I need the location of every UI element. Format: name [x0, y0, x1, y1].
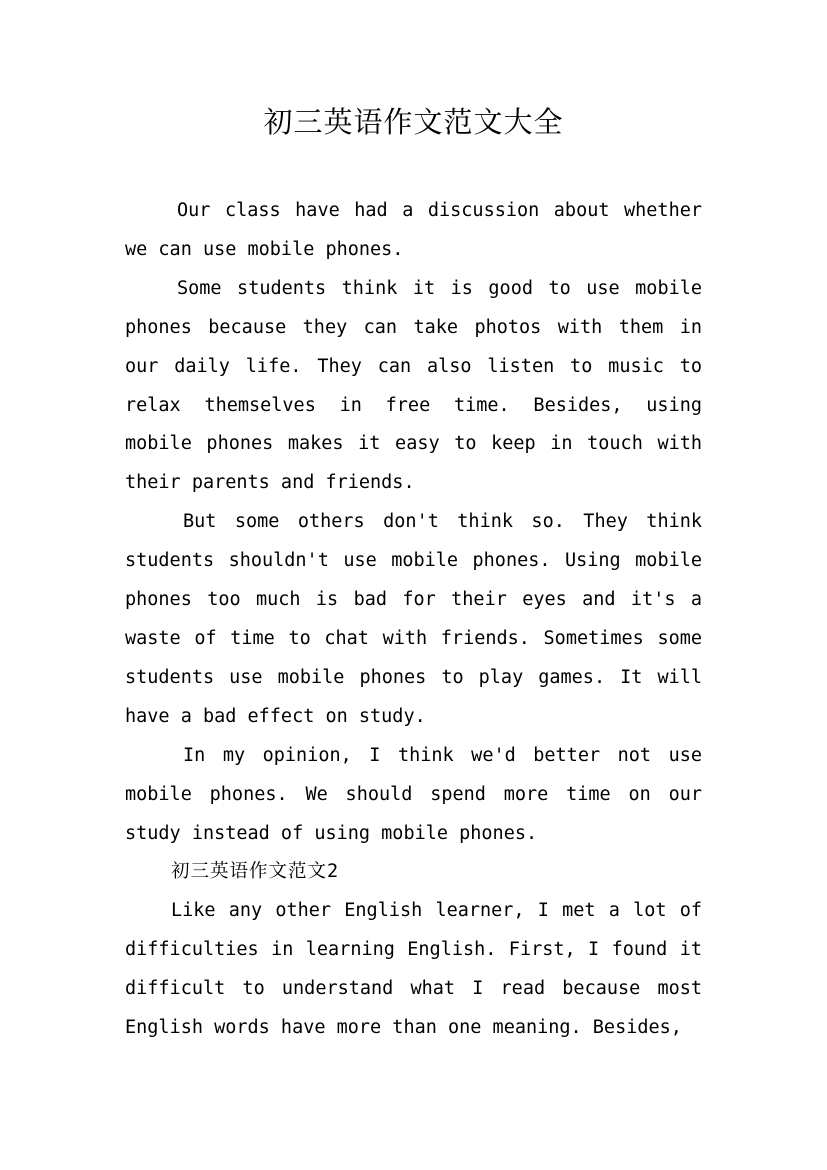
paragraph-1: Our class have had a discussion about whether we can use mobile phones.: [125, 200, 702, 260]
section-2-heading: 初三英语作文范文2: [171, 861, 340, 883]
paragraph-3: But some others don't think so. They think students shouldn't use mobile phones. Using mobile phones too much is bad for their eyes and it's a waste of time to chat with friends. Sometimes some students use mobile phones to play games. It will have a bad effect on study.: [125, 511, 702, 727]
paragraph-4: In my opinion, I think we'd better not use mobile phones. We should spend more time on our study instead of using mobile phones.: [125, 744, 702, 844]
paragraph-2: Some students think it is good to use mobile phones because they can take photos with them in our daily life. They can also listen to music to relax themselves in free time. Besides, using mobile phones makes it easy to keep in touch with their parents and friends.: [125, 277, 702, 494]
document-title: 初三英语作文范文大全: [263, 105, 564, 139]
document-body: [125, 192, 702, 1048]
section-2-paragraph: Like any other English learner, I met a lot of difficulties in learning English. First, I found it difficult to understand what I read because most English words have more than one meaning. Besides,: [125, 900, 702, 1039]
